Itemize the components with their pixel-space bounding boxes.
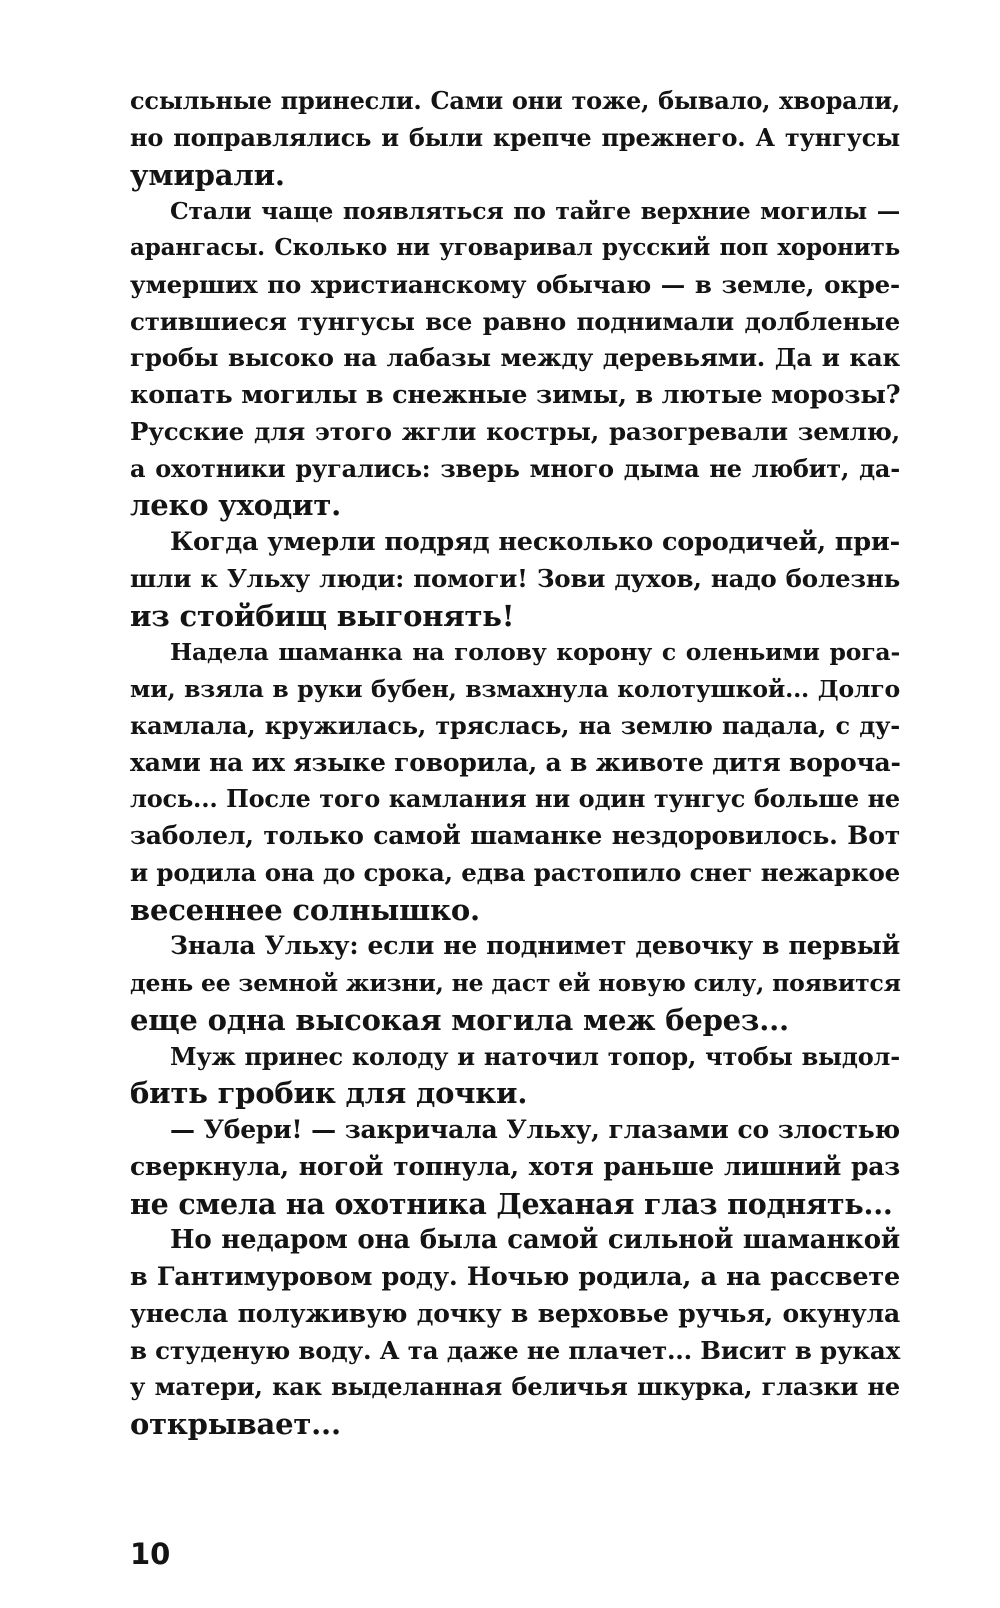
text-line: открывает... [130,1407,341,1441]
text-line: копать могилы в снежные зимы, в лютые морозы? [130,380,901,410]
page-number: 10 [130,1537,171,1571]
text-line: день ее земной жизни, не даст ей новую силу, появится [130,969,901,997]
text-line: — Убери! — закричала Ульху, глазами со злостью [170,1115,900,1144]
body-text [130,83,900,1443]
text-line: заболел, только самой шаманке нездоровилось. Вот [130,821,900,850]
text-line: из стойбищ выгонять! [130,598,515,633]
text-line: у матери, как выделанная беличья шкурка, глазки не [130,1372,900,1402]
text-line: шли к Ульху люди: помоги! Зови духов, надо болезнь [130,563,900,593]
text-line: еще одна высокая могила меж берез... [130,1002,789,1037]
text-line: в Гантимуровом роду. Ночью родила, а на рассвете [130,1262,900,1292]
text-line: весеннее солнышко. [130,892,480,927]
text-line: бить гробик для дочки. [130,1076,528,1111]
text-line: Стали чаще появляться по тайге верхние могилы — [170,197,900,226]
text-line: Надела шаманка на голову корону с оленьими рога- [170,638,900,667]
text-line: в студеную воду. А та даже не плачет... Висит в руках [130,1335,900,1365]
text-line: хами на их языке говорила, а в животе дитя вороча- [130,747,901,777]
text-line: унесла полуживую дочку в верховье ручья, окунула [130,1298,900,1328]
text-line: а охотники ругались: зверь много дыма не любит, да- [130,453,900,483]
text-line: но поправлялись и были крепче прежнего. А тунгусы [130,122,900,152]
text-line: стившиеся тунгусы все равно поднимали долбленые [130,306,900,336]
text-line: сверкнула, ногой топнула, хотя раньше лишний раз [130,1151,900,1181]
text-line: и родила она до срока, едва растопило снег нежаркое [130,857,900,887]
text-line: леко уходит. [130,488,341,523]
text-line: умерших по христианскому обычаю — в земле, окре- [130,269,900,299]
text-line: Знала Ульху: если не поднимет девочку в первый [170,931,900,961]
text-line: Когда умерли подряд несколько сородичей, при- [170,527,900,557]
text-line: Но недаром она была самой сильной шаманкой [170,1225,900,1256]
text-line: ссыльные принесли. Сами они тоже, бывало, хворали, [130,86,900,115]
text-line: Русские для этого жгли костры, разогревали землю, [130,416,900,446]
text-line: ми, взяла в руки бубен, взмахнула колотушкой... Долго [130,675,900,703]
text-line: арангасы. Сколько ни уговаривал русский поп хоронить [130,234,900,261]
text-line: Муж принес колоду и наточил топор, чтобы выдол- [170,1041,900,1071]
text-line: не смела на охотника Деханая глаз поднять... [130,1186,893,1221]
text-line: камлала, кружилась, тряслась, на землю падала, с ду- [130,710,900,740]
text-line: лось... После того камлания ни один тунгус больше не [130,784,900,814]
text-line: гробы высоко на лабазы между деревьями. Да и как [130,343,900,373]
text-line: умирали. [130,157,285,192]
